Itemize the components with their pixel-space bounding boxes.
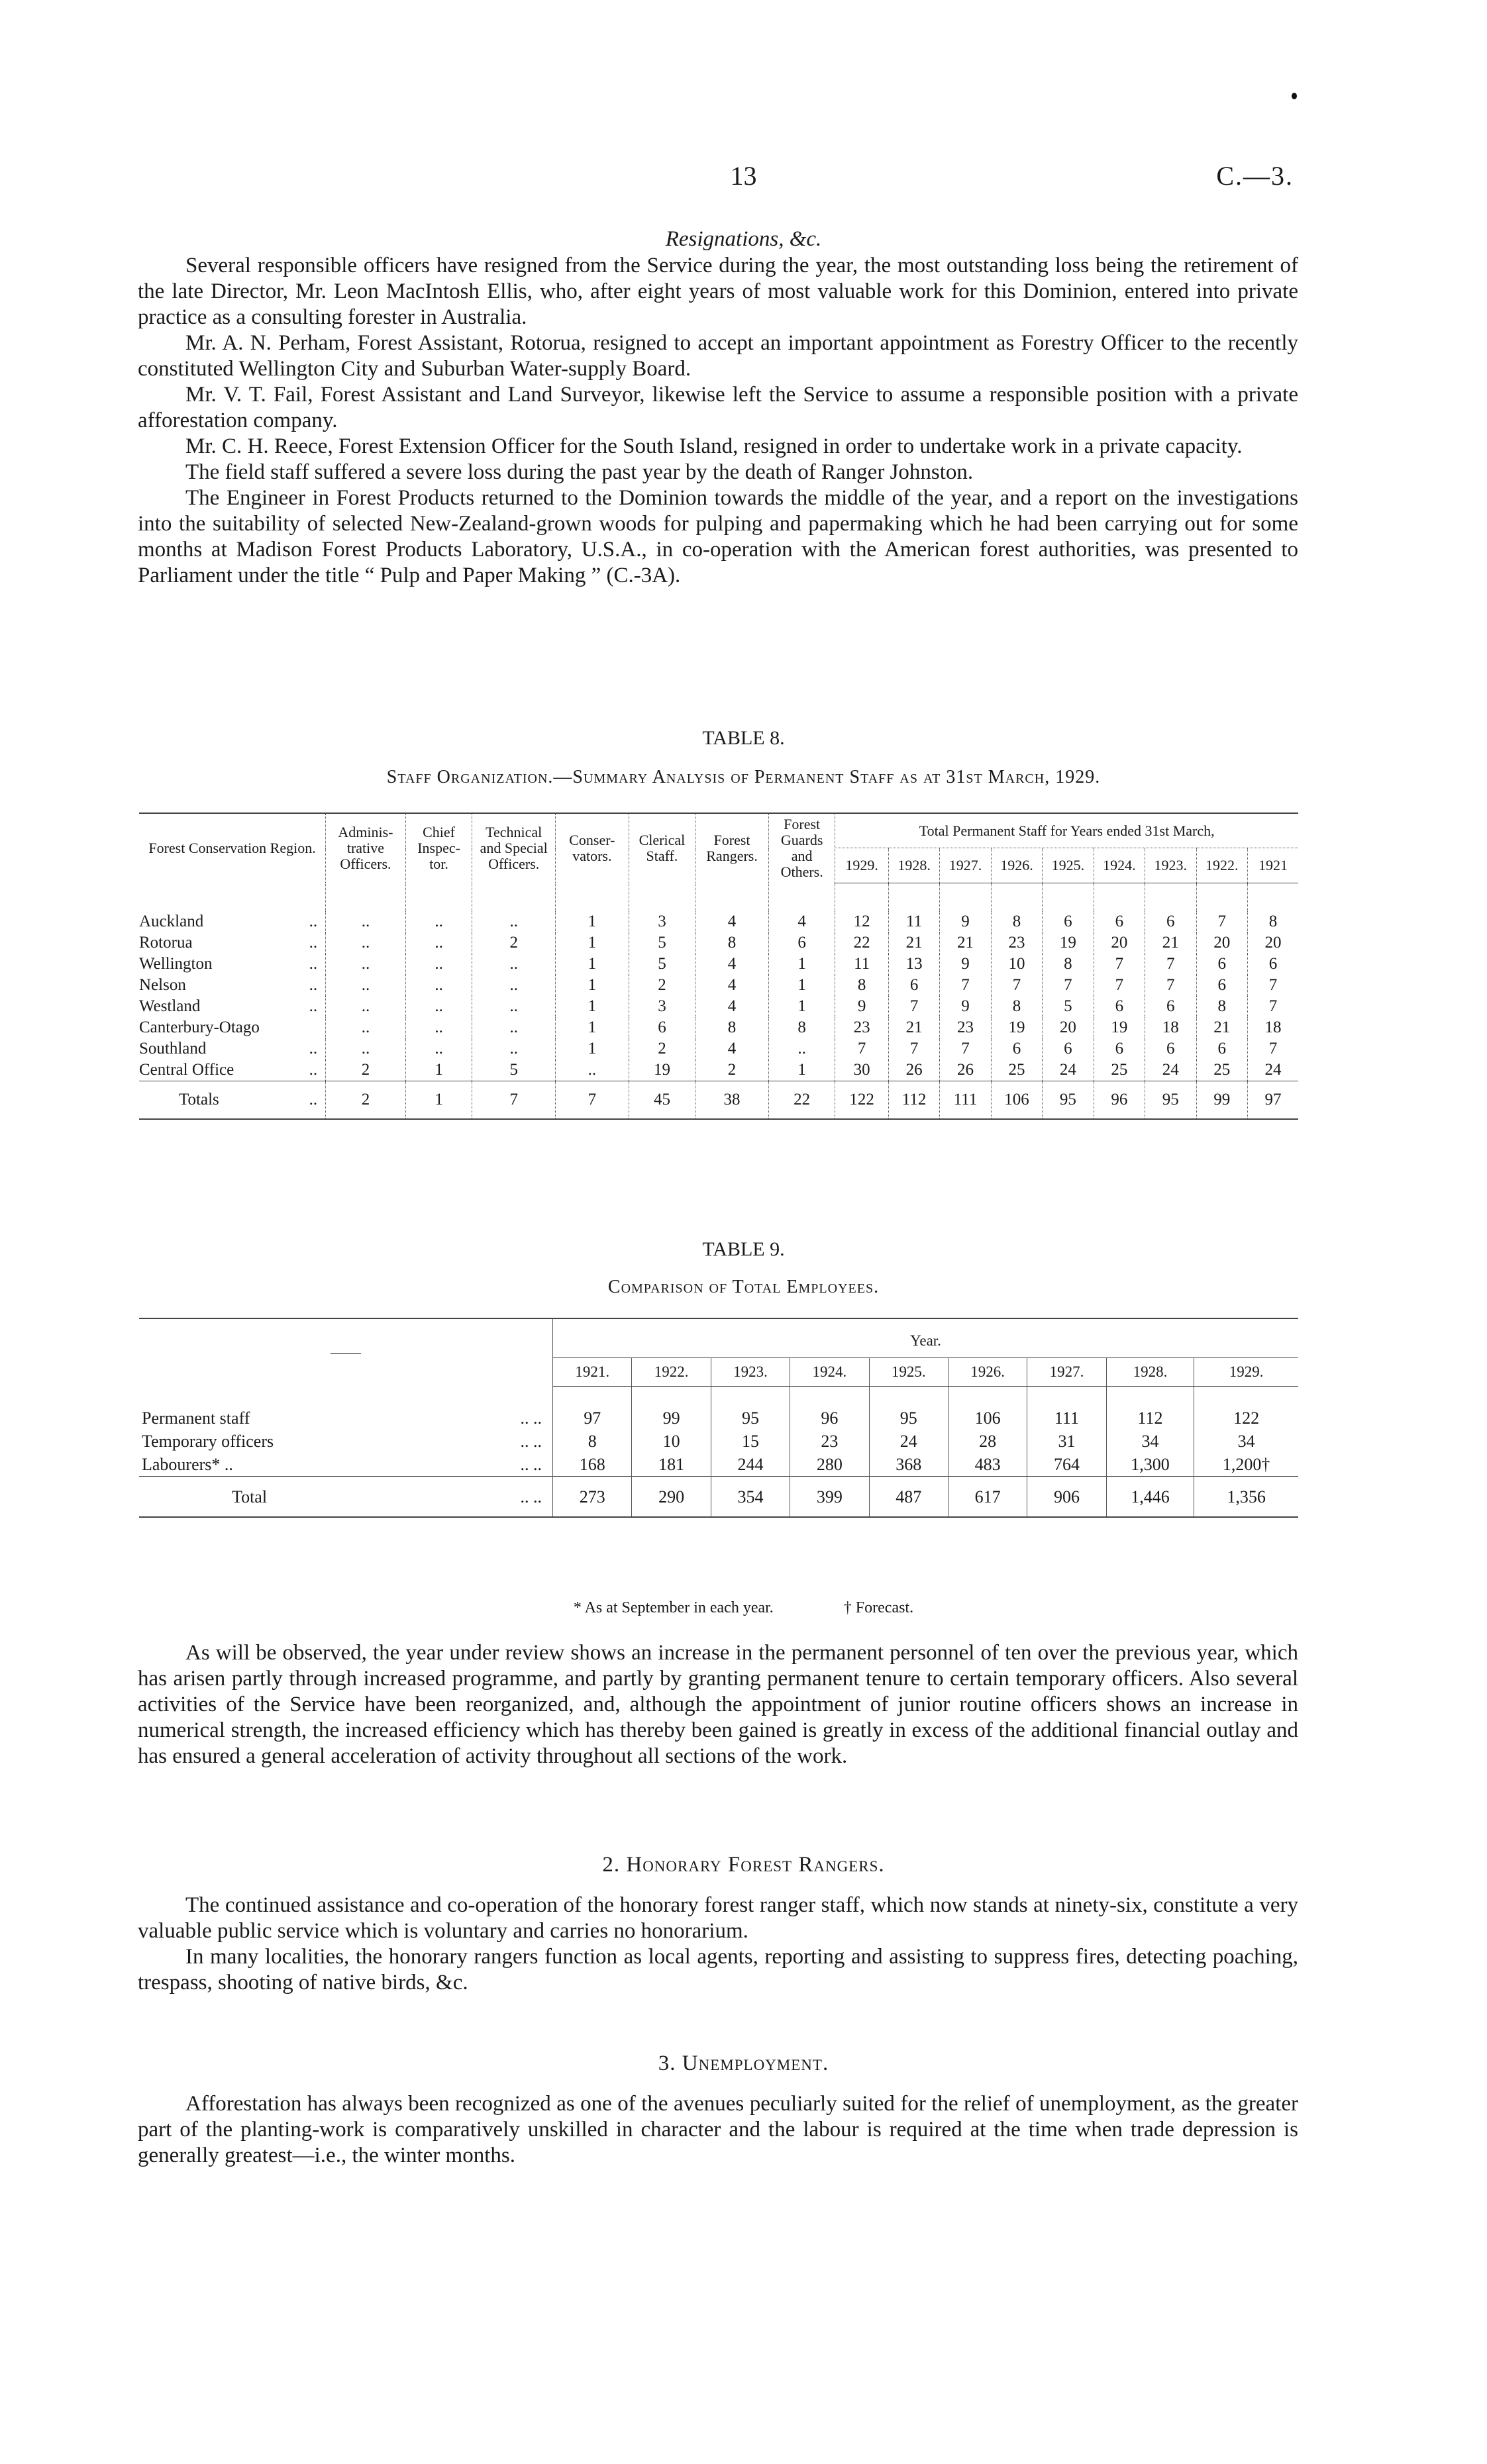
cell: 1 bbox=[556, 996, 629, 1017]
cell: 26 bbox=[940, 1060, 991, 1081]
leader-dots: .. bbox=[309, 1060, 318, 1079]
cell: 9 bbox=[835, 996, 888, 1017]
cell: 1 bbox=[556, 932, 629, 954]
cell: 21 bbox=[888, 1017, 939, 1038]
header-technical: Technical and Special Officers. bbox=[472, 813, 556, 883]
staff-organization-table bbox=[139, 813, 1298, 1120]
cell: 6 bbox=[1043, 911, 1094, 932]
cell: 99 bbox=[632, 1406, 711, 1430]
cell: 20 bbox=[1264, 933, 1282, 952]
cell: 4 bbox=[768, 911, 835, 932]
cell: .. bbox=[768, 1038, 835, 1060]
cell: .. bbox=[472, 911, 556, 932]
leader-dots: .. bbox=[309, 933, 318, 952]
cell: 6 bbox=[1196, 1038, 1247, 1060]
cell: 106 bbox=[948, 1406, 1027, 1430]
cell: 7 bbox=[1268, 1039, 1278, 1058]
header-year: 1928. bbox=[1106, 1358, 1194, 1387]
cell: 244 bbox=[711, 1453, 790, 1477]
cell: 21 bbox=[940, 932, 991, 954]
region-name: Canterbury-Otago bbox=[139, 1018, 260, 1036]
cell: 22 bbox=[768, 1081, 835, 1119]
cell: .. bbox=[405, 1017, 472, 1038]
cell: 122 bbox=[1233, 1408, 1260, 1428]
cell: 168 bbox=[553, 1453, 632, 1477]
cell: 1 bbox=[405, 1081, 472, 1119]
cell: 6 bbox=[629, 1017, 695, 1038]
table-row bbox=[139, 932, 1298, 954]
header-year: 1921. bbox=[553, 1358, 632, 1387]
cell: 8 bbox=[1196, 996, 1247, 1017]
row-label: Total bbox=[232, 1487, 268, 1506]
cell: 11 bbox=[888, 911, 939, 932]
header-year: 1924. bbox=[790, 1358, 869, 1387]
cell: 10 bbox=[632, 1430, 711, 1453]
cell: 25 bbox=[1094, 1060, 1145, 1081]
table-row bbox=[139, 1453, 1298, 1477]
cell: .. bbox=[405, 1038, 472, 1060]
cell: 24 bbox=[1145, 1060, 1196, 1081]
row-label: Labourers* .. bbox=[142, 1455, 233, 1474]
table-row bbox=[139, 911, 1298, 932]
cell: 7 bbox=[1094, 975, 1145, 996]
table-row bbox=[139, 996, 1298, 1017]
cell: 4 bbox=[695, 911, 769, 932]
cell: 487 bbox=[869, 1477, 948, 1518]
cell: 8 bbox=[768, 1017, 835, 1038]
cell: 6 bbox=[1094, 996, 1145, 1017]
cell: 12 bbox=[835, 911, 888, 932]
cell: 1 bbox=[768, 1060, 835, 1081]
cell: 111 bbox=[1027, 1406, 1106, 1430]
cell: .. bbox=[326, 911, 406, 932]
paragraph: Several responsible officers have resigned from the Service during the year, the most outstanding loss being the retirement of the late Director, Mr. Leon MacIntosh Ellis, who, after eight years of most valuable work for this Dominion, entered into private practice as a consulting forester in Australia. bbox=[138, 254, 1298, 329]
cell: 4 bbox=[695, 954, 769, 975]
cell: 3 bbox=[629, 911, 695, 932]
cell: 1 bbox=[768, 975, 835, 996]
cell: 15 bbox=[711, 1430, 790, 1453]
cell: 7 bbox=[888, 1038, 939, 1060]
cell: 8 bbox=[835, 975, 888, 996]
paragraph: In many localities, the honorary rangers function as local agents, reporting and assisting to suppress fires, detecting poaching, trespass, shooting of native birds, &c. bbox=[138, 1945, 1298, 1995]
cell: 8 bbox=[991, 996, 1042, 1017]
cell: 21 bbox=[888, 932, 939, 954]
cell: 5 bbox=[472, 1060, 556, 1081]
cell: 483 bbox=[948, 1453, 1027, 1477]
header-rangers: Forest Rangers. bbox=[695, 813, 769, 883]
header-year: 1929. bbox=[835, 848, 888, 883]
speck-mark bbox=[1292, 93, 1297, 99]
cell: 6 bbox=[1094, 1038, 1145, 1060]
cell: 95 bbox=[1043, 1081, 1094, 1119]
cell: 95 bbox=[1145, 1081, 1196, 1119]
cell: 8 bbox=[695, 1017, 769, 1038]
header-chief: Chief Inspec-tor. bbox=[405, 813, 472, 883]
header-year: 1922. bbox=[1196, 848, 1247, 883]
cell: 9 bbox=[940, 954, 991, 975]
totals-label: Totals bbox=[179, 1090, 219, 1109]
header-year: 1926. bbox=[948, 1358, 1027, 1387]
header-region: Forest Conservation Region. bbox=[139, 813, 326, 883]
cell: 1,200† bbox=[1222, 1455, 1270, 1474]
cell: 96 bbox=[790, 1406, 869, 1430]
table-row bbox=[139, 954, 1298, 975]
cell: 2 bbox=[326, 1081, 406, 1119]
cell: 1 bbox=[556, 954, 629, 975]
cell: 21 bbox=[1196, 1017, 1247, 1038]
cell: 1,356 bbox=[1194, 1477, 1298, 1518]
leader-dots: .. bbox=[309, 1039, 318, 1058]
header-clerical: Clerical Staff. bbox=[629, 813, 695, 883]
leader-dots: .. bbox=[309, 954, 318, 973]
cell: 1 bbox=[556, 975, 629, 996]
cell: 7 bbox=[1268, 997, 1278, 1015]
table-row bbox=[139, 1406, 1298, 1430]
cell: 9 bbox=[940, 911, 991, 932]
cell: 368 bbox=[869, 1453, 948, 1477]
cell: .. bbox=[472, 1038, 556, 1060]
cell: 2 bbox=[629, 975, 695, 996]
cell: 399 bbox=[790, 1477, 869, 1518]
cell: 96 bbox=[1094, 1081, 1145, 1119]
cell: 6 bbox=[991, 1038, 1042, 1060]
cell: 6 bbox=[1268, 954, 1278, 973]
cell: .. bbox=[405, 911, 472, 932]
cell: 7 bbox=[940, 975, 991, 996]
paragraph: Afforestation has always been recognized as one of the avenues peculiarly suited for the relief of unemployment, as the greater part of the planting-work is comparatively unskilled in character and the labour is required at the time when trade depression is generally greatest—i.e., the winter months. bbox=[138, 2092, 1298, 2167]
header-year: 1923. bbox=[711, 1358, 790, 1387]
region-name: Central Office bbox=[139, 1060, 234, 1079]
cell: 23 bbox=[835, 1017, 888, 1038]
cell: 10 bbox=[991, 954, 1042, 975]
cell: 24 bbox=[869, 1430, 948, 1453]
cell: 2 bbox=[326, 1060, 406, 1081]
cell: 6 bbox=[1145, 996, 1196, 1017]
cell: 354 bbox=[711, 1477, 790, 1518]
cell: 7 bbox=[1196, 911, 1247, 932]
header-total-group: Total Permanent Staff for Years ended 31st March, bbox=[835, 813, 1298, 848]
cell: 22 bbox=[835, 932, 888, 954]
cell: 24 bbox=[1043, 1060, 1094, 1081]
region-name: Rotorua bbox=[139, 933, 193, 952]
document-reference: C.—3. bbox=[1216, 161, 1294, 191]
header-year: 1927. bbox=[940, 848, 991, 883]
cell: 7 bbox=[835, 1038, 888, 1060]
total-row bbox=[139, 1477, 1298, 1518]
cell: 7 bbox=[556, 1081, 629, 1119]
year-group-header: Year. bbox=[553, 1318, 1299, 1358]
cell: 8 bbox=[1268, 912, 1278, 930]
cell: 6 bbox=[768, 932, 835, 954]
cell: 38 bbox=[695, 1081, 769, 1119]
header-guards: Forest Guards and Others. bbox=[768, 813, 835, 883]
cell: 99 bbox=[1196, 1081, 1247, 1119]
header-year: 1925. bbox=[869, 1358, 948, 1387]
cell: 1 bbox=[405, 1060, 472, 1081]
region-name: Auckland bbox=[139, 912, 204, 930]
resignations-body bbox=[138, 253, 1298, 589]
cell: 31 bbox=[1027, 1430, 1106, 1453]
cell: 7 bbox=[888, 996, 939, 1017]
section3-body bbox=[138, 2091, 1298, 2169]
table-row bbox=[139, 1017, 1298, 1038]
cell: 26 bbox=[888, 1060, 939, 1081]
cell: 6 bbox=[1196, 975, 1247, 996]
cell: 4 bbox=[695, 1038, 769, 1060]
leader-dots: .. .. bbox=[520, 1455, 542, 1474]
cell: 45 bbox=[629, 1081, 695, 1119]
cell: 7 bbox=[1145, 975, 1196, 996]
row-label: Permanent staff bbox=[142, 1408, 250, 1428]
cell: .. bbox=[472, 954, 556, 975]
cell: 8 bbox=[1043, 954, 1094, 975]
header-year: 1925. bbox=[1043, 848, 1094, 883]
cell: 6 bbox=[1145, 911, 1196, 932]
header-year: 1921 bbox=[1247, 848, 1298, 883]
observation-block bbox=[138, 1640, 1298, 1769]
cell: .. bbox=[326, 954, 406, 975]
cell: 617 bbox=[948, 1477, 1027, 1518]
leader-dots: .. bbox=[309, 912, 318, 930]
paragraph: Mr. A. N. Perham, Forest Assistant, Rotorua, resigned to accept an important appointment as Forestry Officer to the recently constituted Wellington City and Suburban Water-supply Board. bbox=[138, 331, 1298, 381]
header-year: 1924. bbox=[1094, 848, 1145, 883]
cell: .. bbox=[326, 975, 406, 996]
cell: 7 bbox=[991, 975, 1042, 996]
cell: 273 bbox=[553, 1477, 632, 1518]
leader-dots: .. bbox=[309, 1090, 318, 1109]
cell: .. bbox=[326, 1038, 406, 1060]
table9-title: TABLE 9. bbox=[702, 1238, 785, 1260]
cell: 280 bbox=[790, 1453, 869, 1477]
cell: 25 bbox=[991, 1060, 1042, 1081]
cell: 23 bbox=[940, 1017, 991, 1038]
header-year: 1929. bbox=[1194, 1358, 1298, 1387]
cell: 97 bbox=[1247, 1081, 1298, 1119]
region-name: Wellington bbox=[139, 954, 213, 973]
cell: 290 bbox=[632, 1477, 711, 1518]
cell: 2 bbox=[472, 932, 556, 954]
table-row bbox=[139, 1060, 1298, 1081]
cell: 18 bbox=[1264, 1018, 1282, 1036]
region-name: Southland bbox=[139, 1039, 207, 1058]
cell: 95 bbox=[711, 1406, 790, 1430]
cell: 9 bbox=[940, 996, 991, 1017]
cell: 19 bbox=[991, 1017, 1042, 1038]
cell: 8 bbox=[991, 911, 1042, 932]
cell: 19 bbox=[1094, 1017, 1145, 1038]
cell: 1,446 bbox=[1106, 1477, 1194, 1518]
cell: 1,300 bbox=[1106, 1453, 1194, 1477]
cell: 4 bbox=[695, 996, 769, 1017]
cell: 6 bbox=[1196, 954, 1247, 975]
cell: 1 bbox=[556, 911, 629, 932]
cell: 95 bbox=[869, 1406, 948, 1430]
header-conservators: Conser-vators. bbox=[556, 813, 629, 883]
cell: 34 bbox=[1106, 1430, 1194, 1453]
header-year: 1923. bbox=[1145, 848, 1196, 883]
cell: .. bbox=[472, 1017, 556, 1038]
table-row bbox=[139, 1430, 1298, 1453]
cell: 106 bbox=[991, 1081, 1042, 1119]
cell: .. bbox=[326, 996, 406, 1017]
cell: 20 bbox=[1196, 932, 1247, 954]
cell: 6 bbox=[1043, 1038, 1094, 1060]
cell: 1 bbox=[556, 1038, 629, 1060]
cell: 2 bbox=[695, 1060, 769, 1081]
cell: .. bbox=[405, 932, 472, 954]
section2-heading: 2. Honorary Forest Rangers. bbox=[602, 1853, 885, 1877]
page-number: 13 bbox=[730, 161, 757, 191]
table8-title: TABLE 8. bbox=[702, 727, 785, 749]
leader-dots: .. bbox=[309, 997, 318, 1015]
cell: .. bbox=[405, 954, 472, 975]
cell: 2 bbox=[629, 1038, 695, 1060]
cell: .. bbox=[472, 996, 556, 1017]
region-name: Westland bbox=[139, 997, 201, 1015]
blank-header: —— bbox=[139, 1318, 553, 1387]
header-year: 1928. bbox=[888, 848, 939, 883]
cell: 8 bbox=[553, 1430, 632, 1453]
cell: 1 bbox=[768, 954, 835, 975]
cell: 5 bbox=[1043, 996, 1094, 1017]
cell: 8 bbox=[695, 932, 769, 954]
cell: 6 bbox=[1145, 1038, 1196, 1060]
table9-subtitle: Comparison of Total Employees. bbox=[607, 1277, 880, 1297]
cell: 19 bbox=[1043, 932, 1094, 954]
cell: 34 bbox=[1237, 1432, 1255, 1451]
leader-dots: .. .. bbox=[520, 1487, 542, 1506]
cell: .. bbox=[472, 975, 556, 996]
cell: 1 bbox=[556, 1017, 629, 1038]
cell: 112 bbox=[888, 1081, 939, 1119]
cell: 111 bbox=[940, 1081, 991, 1119]
cell: 23 bbox=[790, 1430, 869, 1453]
cell: 764 bbox=[1027, 1453, 1106, 1477]
paragraph: Mr. C. H. Reece, Forest Extension Officer for the South Island, resigned in order to undertake work in a private capacity. bbox=[185, 434, 1243, 458]
cell: 19 bbox=[629, 1060, 695, 1081]
paragraph: The field staff suffered a severe loss during the past year by the death of Ranger Johnston. bbox=[185, 460, 974, 484]
cell: 28 bbox=[948, 1430, 1027, 1453]
cell: 11 bbox=[835, 954, 888, 975]
table9-footnotes bbox=[0, 1599, 1487, 1617]
section3-heading: 3. Unemployment. bbox=[658, 2051, 829, 2075]
cell: .. bbox=[405, 975, 472, 996]
employee-comparison-table bbox=[139, 1318, 1298, 1518]
leader-dots: .. .. bbox=[520, 1408, 542, 1428]
cell: 23 bbox=[991, 932, 1042, 954]
cell: 181 bbox=[632, 1453, 711, 1477]
footnote: * As at September in each year. bbox=[573, 1599, 774, 1616]
header-year: 1922. bbox=[632, 1358, 711, 1387]
header-year: 1926. bbox=[991, 848, 1042, 883]
paragraph: The continued assistance and co-operation of the honorary forest ranger staff, which now stands at ninety-six, constitute a very valuable public service which is voluntary and carries no honorarium. bbox=[138, 1893, 1298, 1943]
cell: 7 bbox=[1094, 954, 1145, 975]
cell: 13 bbox=[888, 954, 939, 975]
leader-dots: .. .. bbox=[520, 1432, 542, 1451]
cell: 20 bbox=[1043, 1017, 1094, 1038]
cell: 18 bbox=[1145, 1017, 1196, 1038]
cell: 122 bbox=[835, 1081, 888, 1119]
cell: 7 bbox=[472, 1081, 556, 1119]
cell: .. bbox=[326, 932, 406, 954]
cell: 112 bbox=[1106, 1406, 1194, 1430]
leader-dots: .. bbox=[309, 975, 318, 994]
cell: 20 bbox=[1094, 932, 1145, 954]
cell: 7 bbox=[1268, 975, 1278, 994]
paragraph: Mr. V. T. Fail, Forest Assistant and Land Surveyor, likewise left the Service to assume a responsible position with a private afforestation company. bbox=[138, 383, 1298, 432]
cell: 7 bbox=[940, 1038, 991, 1060]
table-row bbox=[139, 975, 1298, 996]
cell: 1 bbox=[768, 996, 835, 1017]
header-year: 1927. bbox=[1027, 1358, 1106, 1387]
cell: 30 bbox=[835, 1060, 888, 1081]
table-row bbox=[139, 1038, 1298, 1060]
resignations-heading: Resignations, &c. bbox=[665, 227, 822, 251]
paragraph: The Engineer in Forest Products returned to the Dominion towards the middle of the year, and a report on the investigations into the suitability of selected New-Zealand-grown woods for pulping and papermaking which he had been carrying out for some months at Madison Forest Products Laboratory, U.S.A., in co-operation with the American forest authorities, was presented to Parliament under the title “ Pulp and Paper Making ” (C.-3A). bbox=[138, 486, 1298, 587]
cell: 6 bbox=[1094, 911, 1145, 932]
cell: .. bbox=[405, 996, 472, 1017]
cell: 7 bbox=[1043, 975, 1094, 996]
cell: 3 bbox=[629, 996, 695, 1017]
cell: 5 bbox=[629, 954, 695, 975]
region-name: Nelson bbox=[139, 975, 186, 994]
cell: 6 bbox=[888, 975, 939, 996]
footnote: † Forecast. bbox=[843, 1599, 914, 1616]
section2-body bbox=[138, 1893, 1298, 1996]
header-admin: Adminis-trative Officers. bbox=[326, 813, 406, 883]
cell: 4 bbox=[695, 975, 769, 996]
cell: .. bbox=[556, 1060, 629, 1081]
cell: 97 bbox=[553, 1406, 632, 1430]
cell: 906 bbox=[1027, 1477, 1106, 1518]
cell: 21 bbox=[1145, 932, 1196, 954]
cell: .. bbox=[326, 1017, 406, 1038]
cell: 24 bbox=[1264, 1060, 1282, 1079]
cell: 7 bbox=[1145, 954, 1196, 975]
cell: 25 bbox=[1196, 1060, 1247, 1081]
row-label: Temporary officers bbox=[142, 1432, 274, 1451]
paragraph: As will be observed, the year under review shows an increase in the permanent personnel of ten over the previous year, which has arisen partly through increased programme, and partly by granting permanent tenure to certain temporary officers. Also several activities of the Service have been reorganized, and, although the appointment of junior routine officers shows an increase in numerical strength, the increased efficiency which has thereby been gained is greatly in excess of the additional financial outlay and has ensured a general acceleration of activity throughout all sections of the work. bbox=[138, 1641, 1298, 1768]
table8-subtitle: Staff Organization.—Summary Analysis of Permanent Staff as at 31st March, 1929. bbox=[386, 767, 1101, 787]
cell: 5 bbox=[629, 932, 695, 954]
totals-row bbox=[139, 1081, 1298, 1119]
